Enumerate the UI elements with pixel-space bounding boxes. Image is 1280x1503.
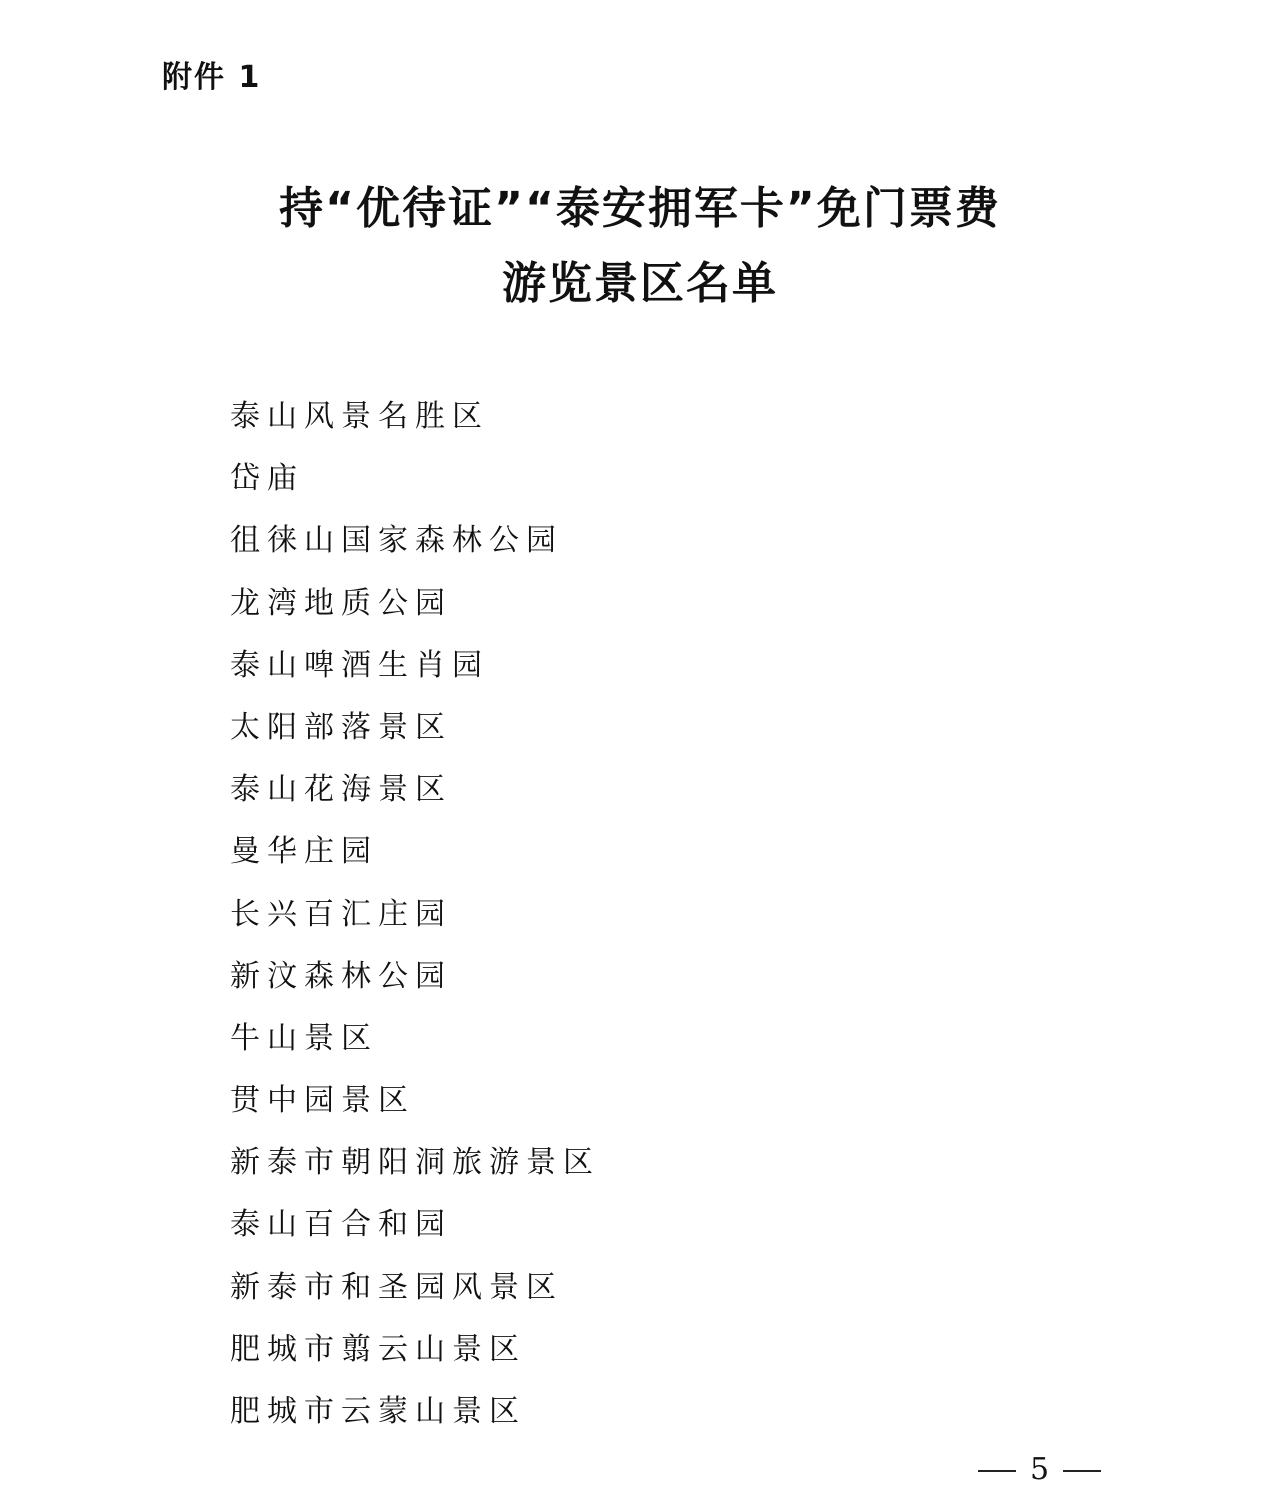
- scenic-area-item: 龙湾地质公园: [230, 585, 452, 621]
- scenic-area-item: 泰山啤酒生肖园: [230, 647, 489, 683]
- scenic-area-item: 新泰市和圣园风景区: [230, 1269, 563, 1305]
- scenic-area-list: [230, 392, 600, 1449]
- attachment-label: 附件 1: [162, 60, 262, 95]
- page-number-footer: [978, 1452, 1101, 1487]
- scenic-area-item: 太阳部落景区: [230, 709, 452, 745]
- scenic-area-item: 泰山花海景区: [230, 772, 452, 808]
- document-title-line-1: 持“优待证”“泰安拥军卡”免门票费: [279, 183, 1001, 234]
- scenic-area-item: 曼华庄园: [230, 834, 378, 870]
- scenic-area-item: 泰山风景名胜区: [230, 399, 489, 434]
- scenic-area-item: 岱庙: [230, 461, 304, 497]
- scenic-area-item: 新汶森林公园: [230, 958, 452, 994]
- scenic-area-item: 泰山百合和园: [230, 1207, 452, 1243]
- scenic-area-item: 肥城市云蒙山景区: [230, 1394, 526, 1429]
- page-number: 5: [1030, 1452, 1050, 1487]
- scenic-area-item: 新泰市朝阳洞旅游景区: [230, 1145, 600, 1181]
- dash-right: [1063, 1470, 1101, 1472]
- scenic-area-item: 牛山景区: [230, 1020, 378, 1056]
- scenic-area-item: 肥城市翦云山景区: [230, 1331, 526, 1367]
- scenic-area-item: 长兴百汇庄园: [230, 896, 452, 932]
- dash-left: [978, 1470, 1016, 1472]
- document-title-line-2: 游览景区名单: [502, 258, 778, 309]
- scenic-area-item: 贯中园景区: [230, 1083, 415, 1119]
- scenic-area-item: 徂徕山国家森林公园: [230, 523, 563, 559]
